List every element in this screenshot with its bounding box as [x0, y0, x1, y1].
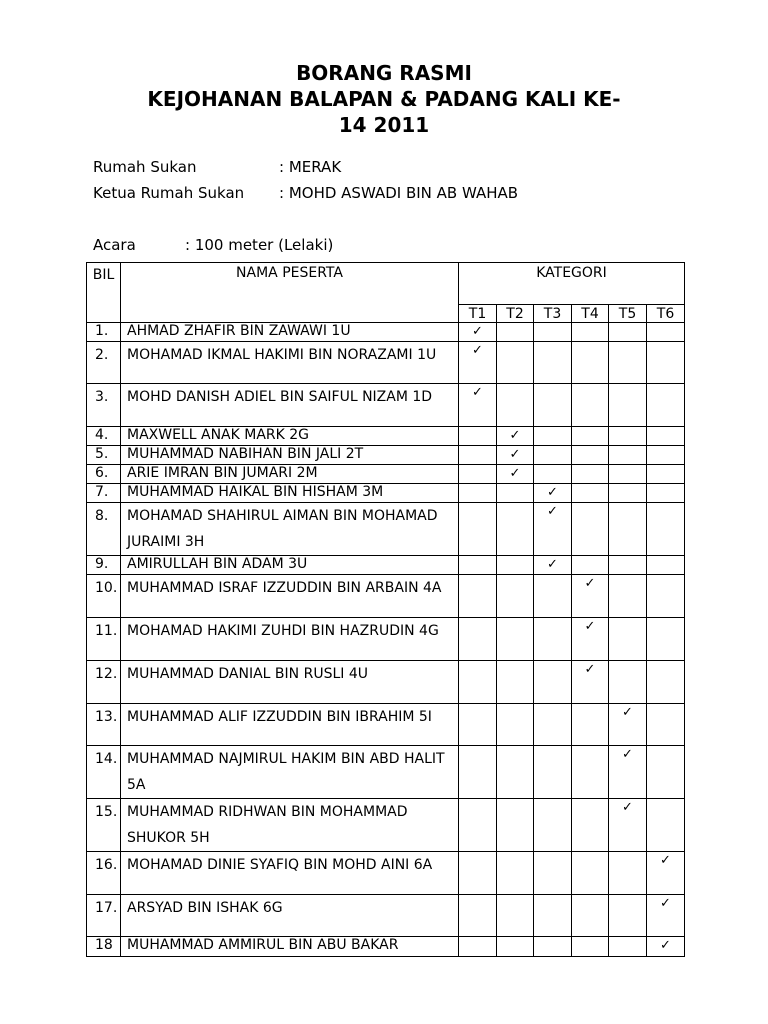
category-cell — [647, 323, 685, 342]
category-cell — [609, 465, 647, 484]
category-cell — [609, 342, 647, 384]
check-icon: ✓ — [609, 746, 647, 799]
ketua-value: : MOHD ASWADI BIN AB WAHAB — [279, 184, 519, 202]
category-cell — [647, 465, 685, 484]
category-cell — [534, 852, 572, 895]
check-icon: ✓ — [459, 323, 497, 342]
category-cell — [647, 746, 685, 799]
category-cell — [459, 895, 497, 937]
category-cell — [497, 895, 534, 937]
category-cell — [534, 618, 572, 661]
bil-cell: 16. — [87, 852, 121, 895]
bil-cell: 12. — [87, 661, 121, 704]
category-cell — [497, 342, 534, 384]
category-cell — [497, 661, 534, 704]
category-cell — [647, 427, 685, 446]
category-cell — [609, 575, 647, 618]
participant-name: MOHAMAD SHAHIRUL AIMAN BIN MOHAMAD JURAIMI 3H — [121, 503, 459, 556]
bil-cell: 9. — [87, 556, 121, 575]
category-cell — [572, 556, 609, 575]
participant-name: MUHAMMAD HAIKAL BIN HISHAM 3M — [121, 484, 459, 503]
category-header-t2: T2 — [497, 305, 534, 323]
participant-name: AMIRULLAH BIN ADAM 3U — [121, 556, 459, 575]
category-cell — [572, 895, 609, 937]
acara-label: Acara — [93, 236, 136, 254]
check-icon: ✓ — [497, 446, 534, 465]
table-row — [87, 427, 685, 446]
check-icon: ✓ — [497, 465, 534, 484]
participant-name: MOHAMAD HAKIMI ZUHDI BIN HAZRUDIN 4G — [121, 618, 459, 661]
form-title: BORANG RASMI — [296, 61, 472, 85]
participant-name: MUHAMMAD NAJMIRUL HAKIM BIN ABD HALIT 5A — [121, 746, 459, 799]
category-cell — [459, 503, 497, 556]
category-cell — [572, 852, 609, 895]
category-header-t3: T3 — [534, 305, 572, 323]
category-cell — [647, 556, 685, 575]
table-row — [87, 556, 685, 575]
participant-name: MOHAMAD DINIE SYAFIQ BIN MOHD AINI 6A — [121, 852, 459, 895]
category-cell — [497, 746, 534, 799]
rumah-value: : MERAK — [279, 158, 342, 176]
category-cell — [647, 661, 685, 704]
category-header-t1: T1 — [459, 305, 497, 323]
nama-header: NAMA PESERTA — [121, 263, 459, 323]
bil-cell: 8. — [87, 503, 121, 556]
table-row — [87, 575, 685, 618]
category-cell — [572, 427, 609, 446]
category-cell — [647, 575, 685, 618]
bil-cell: 15. — [87, 799, 121, 852]
kategori-header: KATEGORI — [459, 263, 685, 305]
category-cell — [534, 799, 572, 852]
table-row — [87, 937, 685, 957]
category-cell — [609, 618, 647, 661]
participant-table — [86, 262, 685, 957]
category-cell — [534, 427, 572, 446]
category-cell — [534, 937, 572, 957]
category-cell — [572, 503, 609, 556]
check-icon: ✓ — [534, 556, 572, 575]
category-cell — [572, 704, 609, 746]
category-cell — [534, 446, 572, 465]
category-cell — [647, 446, 685, 465]
category-cell — [497, 556, 534, 575]
check-icon: ✓ — [572, 661, 609, 704]
bil-cell: 18 — [87, 937, 121, 957]
participant-name: MUHAMMAD NABIHAN BIN JALI 2T — [121, 446, 459, 465]
category-cell — [647, 342, 685, 384]
table-row — [87, 503, 685, 556]
category-cell — [572, 937, 609, 957]
category-cell — [609, 484, 647, 503]
participant-name: MOHAMAD IKMAL HAKIMI BIN NORAZAMI 1U — [121, 342, 459, 384]
check-icon: ✓ — [647, 852, 685, 895]
category-cell — [647, 384, 685, 427]
category-cell — [572, 746, 609, 799]
bil-header: BIL — [87, 263, 121, 323]
category-cell — [609, 503, 647, 556]
category-cell — [497, 704, 534, 746]
category-cell — [647, 704, 685, 746]
table-row — [87, 895, 685, 937]
bil-cell: 10. — [87, 575, 121, 618]
category-cell — [609, 323, 647, 342]
category-cell — [459, 799, 497, 852]
category-cell — [459, 704, 497, 746]
category-cell — [497, 937, 534, 957]
category-cell — [534, 342, 572, 384]
bil-cell: 4. — [87, 427, 121, 446]
table-row — [87, 852, 685, 895]
category-cell — [534, 465, 572, 484]
table-row — [87, 746, 685, 799]
table-row — [87, 799, 685, 852]
bil-cell: 14. — [87, 746, 121, 799]
category-cell — [497, 384, 534, 427]
check-icon: ✓ — [534, 503, 572, 556]
category-cell — [497, 484, 534, 503]
category-cell — [497, 323, 534, 342]
rumah-label: Rumah Sukan — [93, 158, 197, 176]
table-row — [87, 704, 685, 746]
table-row — [87, 465, 685, 484]
category-cell — [572, 799, 609, 852]
category-cell — [459, 465, 497, 484]
participant-name: MUHAMMAD AMMIRUL BIN ABU BAKAR — [121, 937, 459, 957]
category-cell — [534, 704, 572, 746]
category-cell — [609, 384, 647, 427]
bil-cell: 13. — [87, 704, 121, 746]
category-cell — [459, 484, 497, 503]
check-icon: ✓ — [459, 384, 497, 427]
category-header-t4: T4 — [572, 305, 609, 323]
category-header-t6: T6 — [647, 305, 685, 323]
participant-name: MUHAMMAD RIDHWAN BIN MOHAMMAD SHUKOR 5H — [121, 799, 459, 852]
ketua-label: Ketua Rumah Sukan — [93, 184, 245, 202]
category-cell — [572, 384, 609, 427]
category-cell — [647, 484, 685, 503]
category-cell — [609, 937, 647, 957]
table-row — [87, 618, 685, 661]
participant-name: ARIE IMRAN BIN JUMARI 2M — [121, 465, 459, 484]
check-icon: ✓ — [497, 427, 534, 446]
category-cell — [572, 323, 609, 342]
category-cell — [572, 446, 609, 465]
category-cell — [609, 895, 647, 937]
category-cell — [534, 746, 572, 799]
bil-cell: 1. — [87, 323, 121, 342]
category-cell — [534, 575, 572, 618]
category-cell — [609, 446, 647, 465]
category-cell — [534, 384, 572, 427]
table-row — [87, 323, 685, 342]
participant-name: AHMAD ZHAFIR BIN ZAWAWI 1U — [121, 323, 459, 342]
category-cell — [534, 323, 572, 342]
category-cell — [459, 618, 497, 661]
check-icon: ✓ — [572, 575, 609, 618]
table-row — [87, 342, 685, 384]
category-cell — [459, 556, 497, 575]
check-icon: ✓ — [534, 484, 572, 503]
category-cell — [459, 937, 497, 957]
bil-cell: 3. — [87, 384, 121, 427]
category-cell — [572, 484, 609, 503]
category-cell — [572, 342, 609, 384]
category-cell — [497, 618, 534, 661]
check-icon: ✓ — [647, 895, 685, 937]
table-row — [87, 384, 685, 427]
category-cell — [572, 465, 609, 484]
category-cell — [609, 556, 647, 575]
table-row — [87, 446, 685, 465]
table-row — [87, 484, 685, 503]
check-icon: ✓ — [572, 618, 609, 661]
participant-name: MOHD DANISH ADIEL BIN SAIFUL NIZAM 1D — [121, 384, 459, 427]
bil-cell: 17. — [87, 895, 121, 937]
event-year: 14 2011 — [338, 113, 430, 137]
participant-name: MUHAMMAD DANIAL BIN RUSLI 4U — [121, 661, 459, 704]
category-cell — [497, 503, 534, 556]
bil-cell: 2. — [87, 342, 121, 384]
check-icon: ✓ — [459, 342, 497, 384]
check-icon: ✓ — [609, 799, 647, 852]
bil-cell: 7. — [87, 484, 121, 503]
category-cell — [459, 852, 497, 895]
category-cell — [497, 852, 534, 895]
category-cell — [459, 746, 497, 799]
category-header-t5: T5 — [609, 305, 647, 323]
category-cell — [534, 895, 572, 937]
participant-name: MAXWELL ANAK MARK 2G — [121, 427, 459, 446]
category-cell — [609, 427, 647, 446]
category-cell — [497, 799, 534, 852]
category-cell — [647, 618, 685, 661]
table-row — [87, 661, 685, 704]
bil-cell: 6. — [87, 465, 121, 484]
category-cell — [459, 661, 497, 704]
category-cell — [609, 661, 647, 704]
bil-cell: 5. — [87, 446, 121, 465]
category-cell — [609, 852, 647, 895]
event-title: KEJOHANAN BALAPAN & PADANG KALI KE- — [147, 87, 621, 111]
category-cell — [534, 661, 572, 704]
participant-name: MUHAMMAD ISRAF IZZUDDIN BIN ARBAIN 4A — [121, 575, 459, 618]
category-cell — [647, 799, 685, 852]
category-cell — [459, 575, 497, 618]
participant-name: ARSYAD BIN ISHAK 6G — [121, 895, 459, 937]
check-icon: ✓ — [609, 704, 647, 746]
acara-value: : 100 meter (Lelaki) — [185, 236, 334, 254]
category-cell — [497, 575, 534, 618]
check-icon: ✓ — [647, 937, 685, 957]
bil-cell: 11. — [87, 618, 121, 661]
participant-name: MUHAMMAD ALIF IZZUDDIN BIN IBRAHIM 5I — [121, 704, 459, 746]
category-cell — [459, 427, 497, 446]
category-cell — [459, 446, 497, 465]
category-cell — [647, 503, 685, 556]
